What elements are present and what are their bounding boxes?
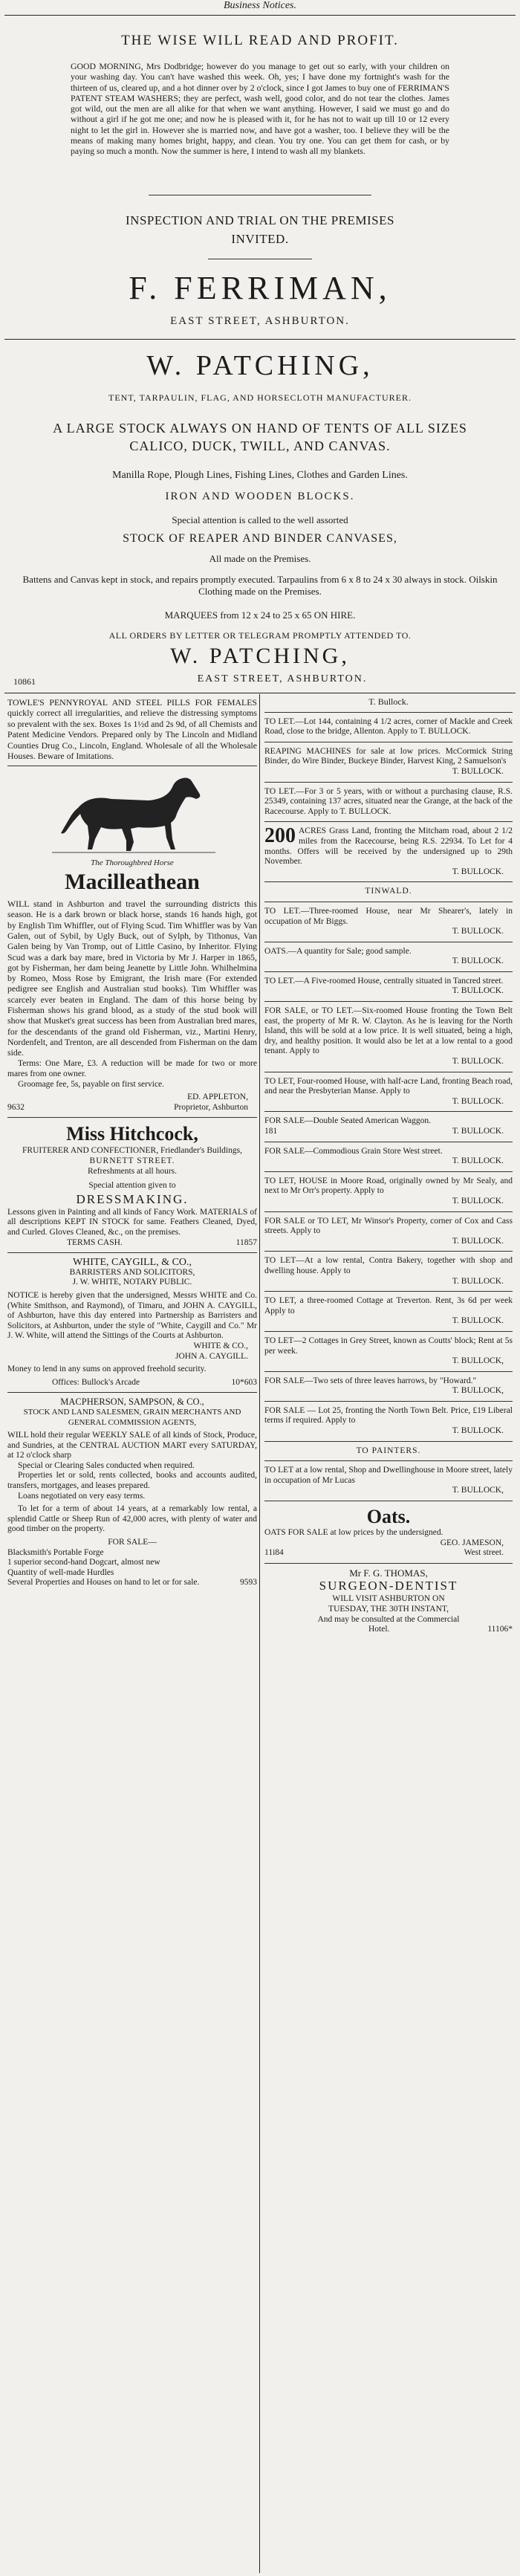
acres-big-number: 200: [264, 824, 296, 848]
divider: [264, 821, 513, 822]
dentist-line-3: And may be consulted at the Commercial: [317, 1614, 460, 1624]
white-caygill-body: NOTICE is hereby given that the undersigned, Messrs WHITE and Co. (White Smithson, and Raymond), of Timaru, and JOHN A. CAYGILL, of Ashburton, have this day entered into Partnership as Barristers and Solicitors, at Ashburton, under the style of "White, Caygill and Co." Mr J. W. White, will attend the Sittings of the Courts at Ashburton.: [7, 1290, 257, 1341]
bullock-ad-2: REAPING MACHINES for sale at low prices. McCormick String Binder, do Wire Binder, Buckeye Binder, Harvest King, 2 Samuelson's: [264, 746, 513, 766]
patching-address: EAST STREET, ASHBURTON.: [197, 673, 368, 685]
divider: [264, 712, 513, 713]
bullock-ad-4: [264, 826, 513, 867]
bullock-ad-14: TO LET—At a low rental, Contra Bakery, together with shop and dwelling house. Apply to: [264, 1256, 513, 1275]
bullock-sig: T. BULLOCK,: [452, 1356, 504, 1366]
bullock-ad-13: FOR SALE or TO LET, Mr Winsor's Property, corner of Cox and Cass streets. Apply to: [264, 1216, 513, 1236]
divider: [264, 1441, 513, 1442]
bullock-sig: T. BULLOCK.: [452, 1426, 504, 1436]
oats-signature-2: West street.: [464, 1548, 504, 1558]
bullock-sig: T. BULLOCK.: [452, 1276, 504, 1286]
divider: [264, 1401, 513, 1402]
hitchcock-terms: TERMS CASH.: [67, 1237, 123, 1247]
bullock-sig: T. BULLOCK.: [452, 766, 504, 776]
hitchcock-refreshments: Refreshments at all hours.: [87, 1166, 178, 1176]
patching-lines: Manilla Rope, Plough Lines, Fishing Lines, Clothes and Garden Lines.: [112, 470, 408, 481]
bullock-ad-6: OATS.—A quantity for Sale; good sample.: [264, 946, 412, 956]
dentist-name: Mr F. G. THOMAS,: [349, 1567, 428, 1579]
white-caygill-money: Money to lend in any sums on approved freehold security.: [7, 1365, 207, 1374]
divider: [264, 782, 513, 783]
white-caygill-name: WHITE, CAYGILL, & CO.,: [72, 1257, 192, 1269]
bullock-sig: T. BULLOCK.: [452, 1156, 504, 1166]
ferriman-address: EAST STREET, ASHBURTON.: [170, 315, 350, 327]
bullock-ad-17: FOR SALE—Two sets of three leaves harrows, by "Howard.": [264, 1376, 477, 1385]
divider: [264, 1291, 513, 1292]
patching-battens: Battens and Canvas kept in stock, and repairs promptly executed. Tarpaulins from 6 x 8 to 24 x 30 always in stock. Oilskin Clothing made on the Premises.: [22, 574, 498, 597]
patching-blocks: IRON AND WOODEN BLOCKS.: [165, 491, 355, 502]
bullock-ref: 181: [264, 1127, 278, 1136]
macpherson-body-2: Special or Clearing Sales conducted when required.: [18, 1460, 195, 1470]
patching-ref: 10861: [13, 676, 36, 687]
hitchcock-name: Miss Hitchcock,: [66, 1123, 198, 1145]
divider: [264, 1171, 513, 1172]
divider: [264, 1371, 513, 1372]
macpherson-sub: STOCK AND LAND SALESMEN, GRAIN MERCHANTS AND GENERAL COMMISSION AGENTS,: [23, 1407, 241, 1427]
forsale-ref: 9593: [240, 1578, 257, 1588]
bullock-sig: T. BULLOCK.: [452, 867, 504, 876]
white-caygill-sub: BARRISTERS AND SOLICITORS,: [69, 1267, 195, 1277]
hitchcock-dressmaking: DRESSMAKING.: [76, 1191, 189, 1206]
horse-icon: [7, 771, 257, 858]
painters-heading: TO PAINTERS.: [356, 1446, 421, 1455]
white-caygill-ref: 10*603: [231, 1377, 257, 1387]
hitchcock-address: BURNETT STREET.: [89, 1156, 175, 1166]
bullock-ad-8: FOR SALE, or TO LET.—Six-roomed House fronting the Town Belt east, the property of Mr R. W. Clayton. As he is leaving for the North Island, this will be sold at a low price. It is well situated, being a high, dry, and healthy position. It would also be let at a low rental to a good tenant. Apply to: [264, 1006, 513, 1056]
oats-body: OATS FOR SALE at low prices by the undersigned.: [264, 1528, 443, 1538]
bullock-sig: T. BULLOCK.: [452, 1236, 504, 1246]
wise-ad-text: GOOD MORNING, Mrs Dodbridge; however do you manage to get out so early, with your children on your washing day. You can't have washed this week. Oh, yes; I have done my fortnight's wash for the thirteen of us, cleared up, and a hot dinner over by 2 o'clock, since I got James to buy one of FERRIMAN'S PATENT STEAM WASHERS; they are perfect, wash well, good color, and do not tear the clothes. James got wild, out the men are all alike for that when we want anything. However, I said we must go and do without a girl if he got me one; and now he is pleased with it, for he has not to wait up till 10 or 12 every night to let the girl in. However she is married now, and have got a washer, too. I believe they will be the means of making many homes bright, happy, and clean. You try one. You can get them for cash, or by paying so much a month. Now the summer is here, I intend to wash all my blankets.: [71, 61, 449, 157]
divider: [264, 1563, 513, 1564]
bullock-ad-1: TO LET.—Lot 144, containing 4 1/2 acres, corner of Mackle and Creek Road, close to the bridge, Allenton. Apply to T. BULLOCK.: [264, 716, 513, 737]
white-caygill-notary: J. W. WHITE, NOTARY PUBLIC.: [72, 1278, 192, 1287]
oats-ref: 11i84: [264, 1548, 284, 1558]
dentist-line-4: Hotel.: [368, 1625, 390, 1634]
macpherson-body: WILL hold their regular WEEKLY SALE of all kinds of Stock, Produce, and Sundries, at the CENTRAL AUCTION MART every SATURDAY, at 12 o'clock sharp: [7, 1431, 257, 1460]
tinwald-heading: TINWALD.: [365, 887, 412, 896]
macpherson-name: MACPHERSON, SAMPSON, & CO.,: [60, 1397, 204, 1408]
oats-title: Oats.: [366, 1506, 411, 1528]
bullock-ad-3: TO LET.—For 3 or 5 years, with or without a purchasing clause, R.S. 25349, containing 137 acres, situated near the Grange, at the back of the Racecourse. Apply to T. BULLOCK.: [264, 786, 513, 816]
bullock-sig: T. BULLOCK.: [452, 1096, 504, 1106]
horse-caption: The Thoroughbred Horse: [91, 858, 174, 868]
bullock-sig: T. BULLOCK.: [452, 1196, 504, 1206]
bullock-heading: T. Bullock.: [368, 696, 409, 707]
horse-image: [7, 771, 257, 858]
patching-attention: Special attention is called to the well assorted: [172, 514, 348, 525]
patching-canvases: STOCK OF REAPER AND BINDER CANVASES,: [123, 532, 397, 545]
patching-stock-1: A LARGE STOCK ALWAYS ON HAND OF TENTS OF ALL SIZES: [53, 421, 467, 436]
divider: [7, 1252, 257, 1253]
bullock-ad-10: FOR SALE—Double Seated American Waggon.: [264, 1116, 432, 1126]
bullock-sig: T. BULLOCK.: [452, 1316, 504, 1326]
horse-name: Macilleathean: [65, 870, 200, 895]
divider: [264, 1001, 513, 1002]
inspection-line-2: INVITED.: [231, 232, 289, 246]
divider: [264, 1460, 513, 1461]
divider: [7, 1392, 257, 1393]
forsale-item-2: 1 superior second-hand Dogcart, almost new: [7, 1558, 160, 1567]
section-slug: Business Notices.: [224, 0, 296, 11]
bullock-sig: T. BULLOCK.: [452, 1127, 504, 1136]
forsale-item-4: Several Properties and Houses on hand to let or for sale.: [7, 1578, 200, 1588]
divider: [264, 881, 513, 882]
forsale-heading: FOR SALE—: [108, 1538, 157, 1547]
hitchcock-attention: Special attention given to: [88, 1181, 176, 1191]
horse-terms: Terms: One Mare, £3. A reduction will be made for two or more mares from one owner.: [7, 1059, 257, 1079]
patching-premises: All made on the Premises.: [209, 553, 311, 564]
hitchcock-ref: 11857: [235, 1237, 257, 1247]
column-divider: [259, 694, 260, 2573]
white-caygill-sig-1: WHITE & CO.,: [193, 1341, 248, 1350]
bullock-ad-16: TO LET—2 Cottages in Grey Street, known as Coutts' block; Rent at 5s per week.: [264, 1336, 513, 1356]
hitchcock-body: Lessons given in Painting and all kinds of Fancy Work. MATERIALS of all descriptions KEPT IN STOCK for same. Feathers Cleaned, Dyed, and Curled. Gloves Cleaned, &c., on the premises.: [7, 1207, 257, 1237]
patching-subtitle: TENT, TARPAULIN, FLAG, AND HORSECLOTH MANUFACTURER.: [108, 392, 412, 403]
forsale-item-3: Quantity of well-made Hurdles: [7, 1567, 114, 1577]
divider: [264, 971, 513, 972]
macpherson-body-5: To let for a term of about 14 years, at a remarkably low rental, a splendid Cattle or Sheep Run of 42,000 acres, with plenty of water and good timber on the property.: [7, 1504, 257, 1534]
right-column: [264, 697, 513, 1635]
bullock-ad-12: TO LET, HOUSE in Moore Road, originally owned by Mr Sealy, and next to Mr Orr's property. Apply to: [264, 1176, 513, 1196]
dentist-line-2: TUESDAY, THE 30TH INSTANT,: [328, 1605, 449, 1614]
wise-ad-title: THE WISE WILL READ AND PROFIT.: [121, 33, 399, 48]
divider: [7, 1117, 257, 1118]
bullock-ad-9: TO LET, Four-roomed House, with half-acre Land, fronting Beach road, and near the Presbyterian Manse. Apply to: [264, 1076, 513, 1096]
patching-stock-2: CALICO, DUCK, TWILL, AND CANVAS.: [129, 438, 391, 453]
ferriman-name: F. FERRIMAN,: [129, 270, 391, 306]
patching-orders: ALL ORDERS BY LETTER OR TELEGRAM PROMPTLY ATTENDED TO.: [108, 630, 412, 641]
bullock-ad-5: TO LET.—Three-roomed House, near Mr Shearer's, lately in occupation of Mr Biggs.: [264, 906, 513, 926]
bullock-ad-7: TO LET.—A Five-roomed House, centrally situated in Tancred street.: [264, 976, 504, 986]
horse-ref: 9632: [7, 1102, 25, 1112]
bullock-sig: T. BULLOCK.: [452, 927, 504, 936]
divider: [264, 1331, 513, 1332]
divider: [264, 1111, 513, 1112]
bullock-ad-15: TO LET, a three-roomed Cottage at Treverton. Rent, 3s 6d per week Apply to: [264, 1296, 513, 1315]
horse-signature: ED. APPLETON,: [187, 1093, 248, 1102]
bullock-ad-4-text: ACRES Grass Land, fronting the Mitcham road, about 2 1/2 miles from the Racecourse, being R.S. 22934. To Let for 4 months. Offers will be received by the undersigned up to 29th November.: [264, 826, 513, 867]
white-caygill-sig-2: JOHN A. CAYGILL.: [175, 1351, 248, 1361]
dentist-ref: 11106*: [487, 1625, 513, 1634]
bullock-sig: T. BULLOCK.: [452, 957, 504, 966]
bullock-sig: T. BULLOCK,: [452, 1386, 504, 1396]
horse-body: WILL stand in Ashburton and travel the surrounding districts this season. He is a dark brown or black horse, stands 16 hands high, got by English Tim Whiffler, out of Flying Scud. Tim Whiffler was by Van Galen, out of Sybil, by Ugly Buck, out of Sylph, by Tithonus, Van Galen being by Van Tromp, out of Little Casino, by Inheritor. Flying Scud was a dark bay mare, bred in Victoria by Mr J. Harper in 1865, got by Fisherman, her dam being Jeanette by Little John. Whilhelmina by Romeo, Moss Rose by Emigrant, the Irish mare (For extended pedigree see English and Australian stud books). Tim Whiffler was scarcely ever beaten in England. The dam of this horse being by Fisherman shows his grand blood, as a study of the stud book will show that Musket's great success has been from Australian bred mares, for the descendants of the grand old Fisherman, viz., Martini Henry, Nordenfelt, and Trenton, are all descended from Fisherman on the dam side.: [7, 899, 257, 1058]
macpherson-body-4: Loans negotiated on very easy terms.: [18, 1491, 146, 1501]
hitchcock-sub: FRUITERER AND CONFECTIONER, Friedlander's Buildings,: [22, 1146, 242, 1156]
dentist-line-1: WILL VISIT ASHBURTON ON: [332, 1594, 445, 1604]
horse-grass: Groomage fee, 5s, payable on first service.: [18, 1079, 165, 1089]
towle-ad: TOWLE'S PENNYROYAL AND STEEL PILLS FOR FEMALES quickly correct all irregularities, and relieve the distressing symptoms so prevalent with the sex. Boxes 1s 1½d and 2s 9d, of all Chemists and Patent Medicine Vendors. Prepared only by The Lincoln and Midland Counties Drug Co., Lincoln, England. Wholesale of all the Wholesale Houses. Beware of Imitations.: [7, 697, 257, 762]
bullock-sig: T. BULLOCK.: [452, 986, 504, 996]
white-caygill-offices: Offices: Bullock's Arcade: [52, 1377, 140, 1387]
oats-signature: GEO. JAMESON,: [440, 1538, 504, 1547]
dentist-title: SURGEON-DENTIST: [319, 1579, 458, 1593]
wise-ad-body: [71, 61, 449, 157]
divider: [264, 1251, 513, 1252]
divider: [4, 339, 516, 340]
bullock-sig: T. BULLOCK.: [452, 1057, 504, 1067]
macpherson-body-3: Properties let or sold, rents collected, books and accounts audited, transfers, mortgages, and leases prepared.: [7, 1471, 257, 1491]
forsale-item-1: Blacksmith's Portable Forge: [7, 1547, 104, 1557]
bullock-sig: T. BULLOCK,: [452, 1486, 504, 1495]
inspection-heading: [0, 211, 520, 248]
patching-name-2: W. PATCHING,: [170, 644, 350, 668]
divider: [4, 15, 516, 16]
bullock-ad-18: FOR SALE — Lot 25, fronting the North Town Belt. Price, £19 Liberal terms if required. Apply to: [264, 1405, 513, 1425]
divider: [264, 1211, 513, 1212]
horse-signature-2: Proprietor, Ashburton: [174, 1102, 248, 1112]
patching-name: W. PATCHING,: [146, 350, 374, 381]
patching-marquees: MARQUEES from 12 x 24 to 25 x 65 ON HIRE.: [164, 609, 356, 621]
left-column: [7, 697, 257, 1588]
bullock-ad-19: TO LET at a low rental, Shop and Dwellinghouse in Moore street, lately in occupation of Mr Lucas: [264, 1466, 513, 1485]
bullock-ad-11: FOR SALE—Commodious Grain Store West street.: [264, 1146, 443, 1156]
inspection-line-1: INSPECTION AND TRIAL ON THE PREMISES: [126, 213, 394, 227]
